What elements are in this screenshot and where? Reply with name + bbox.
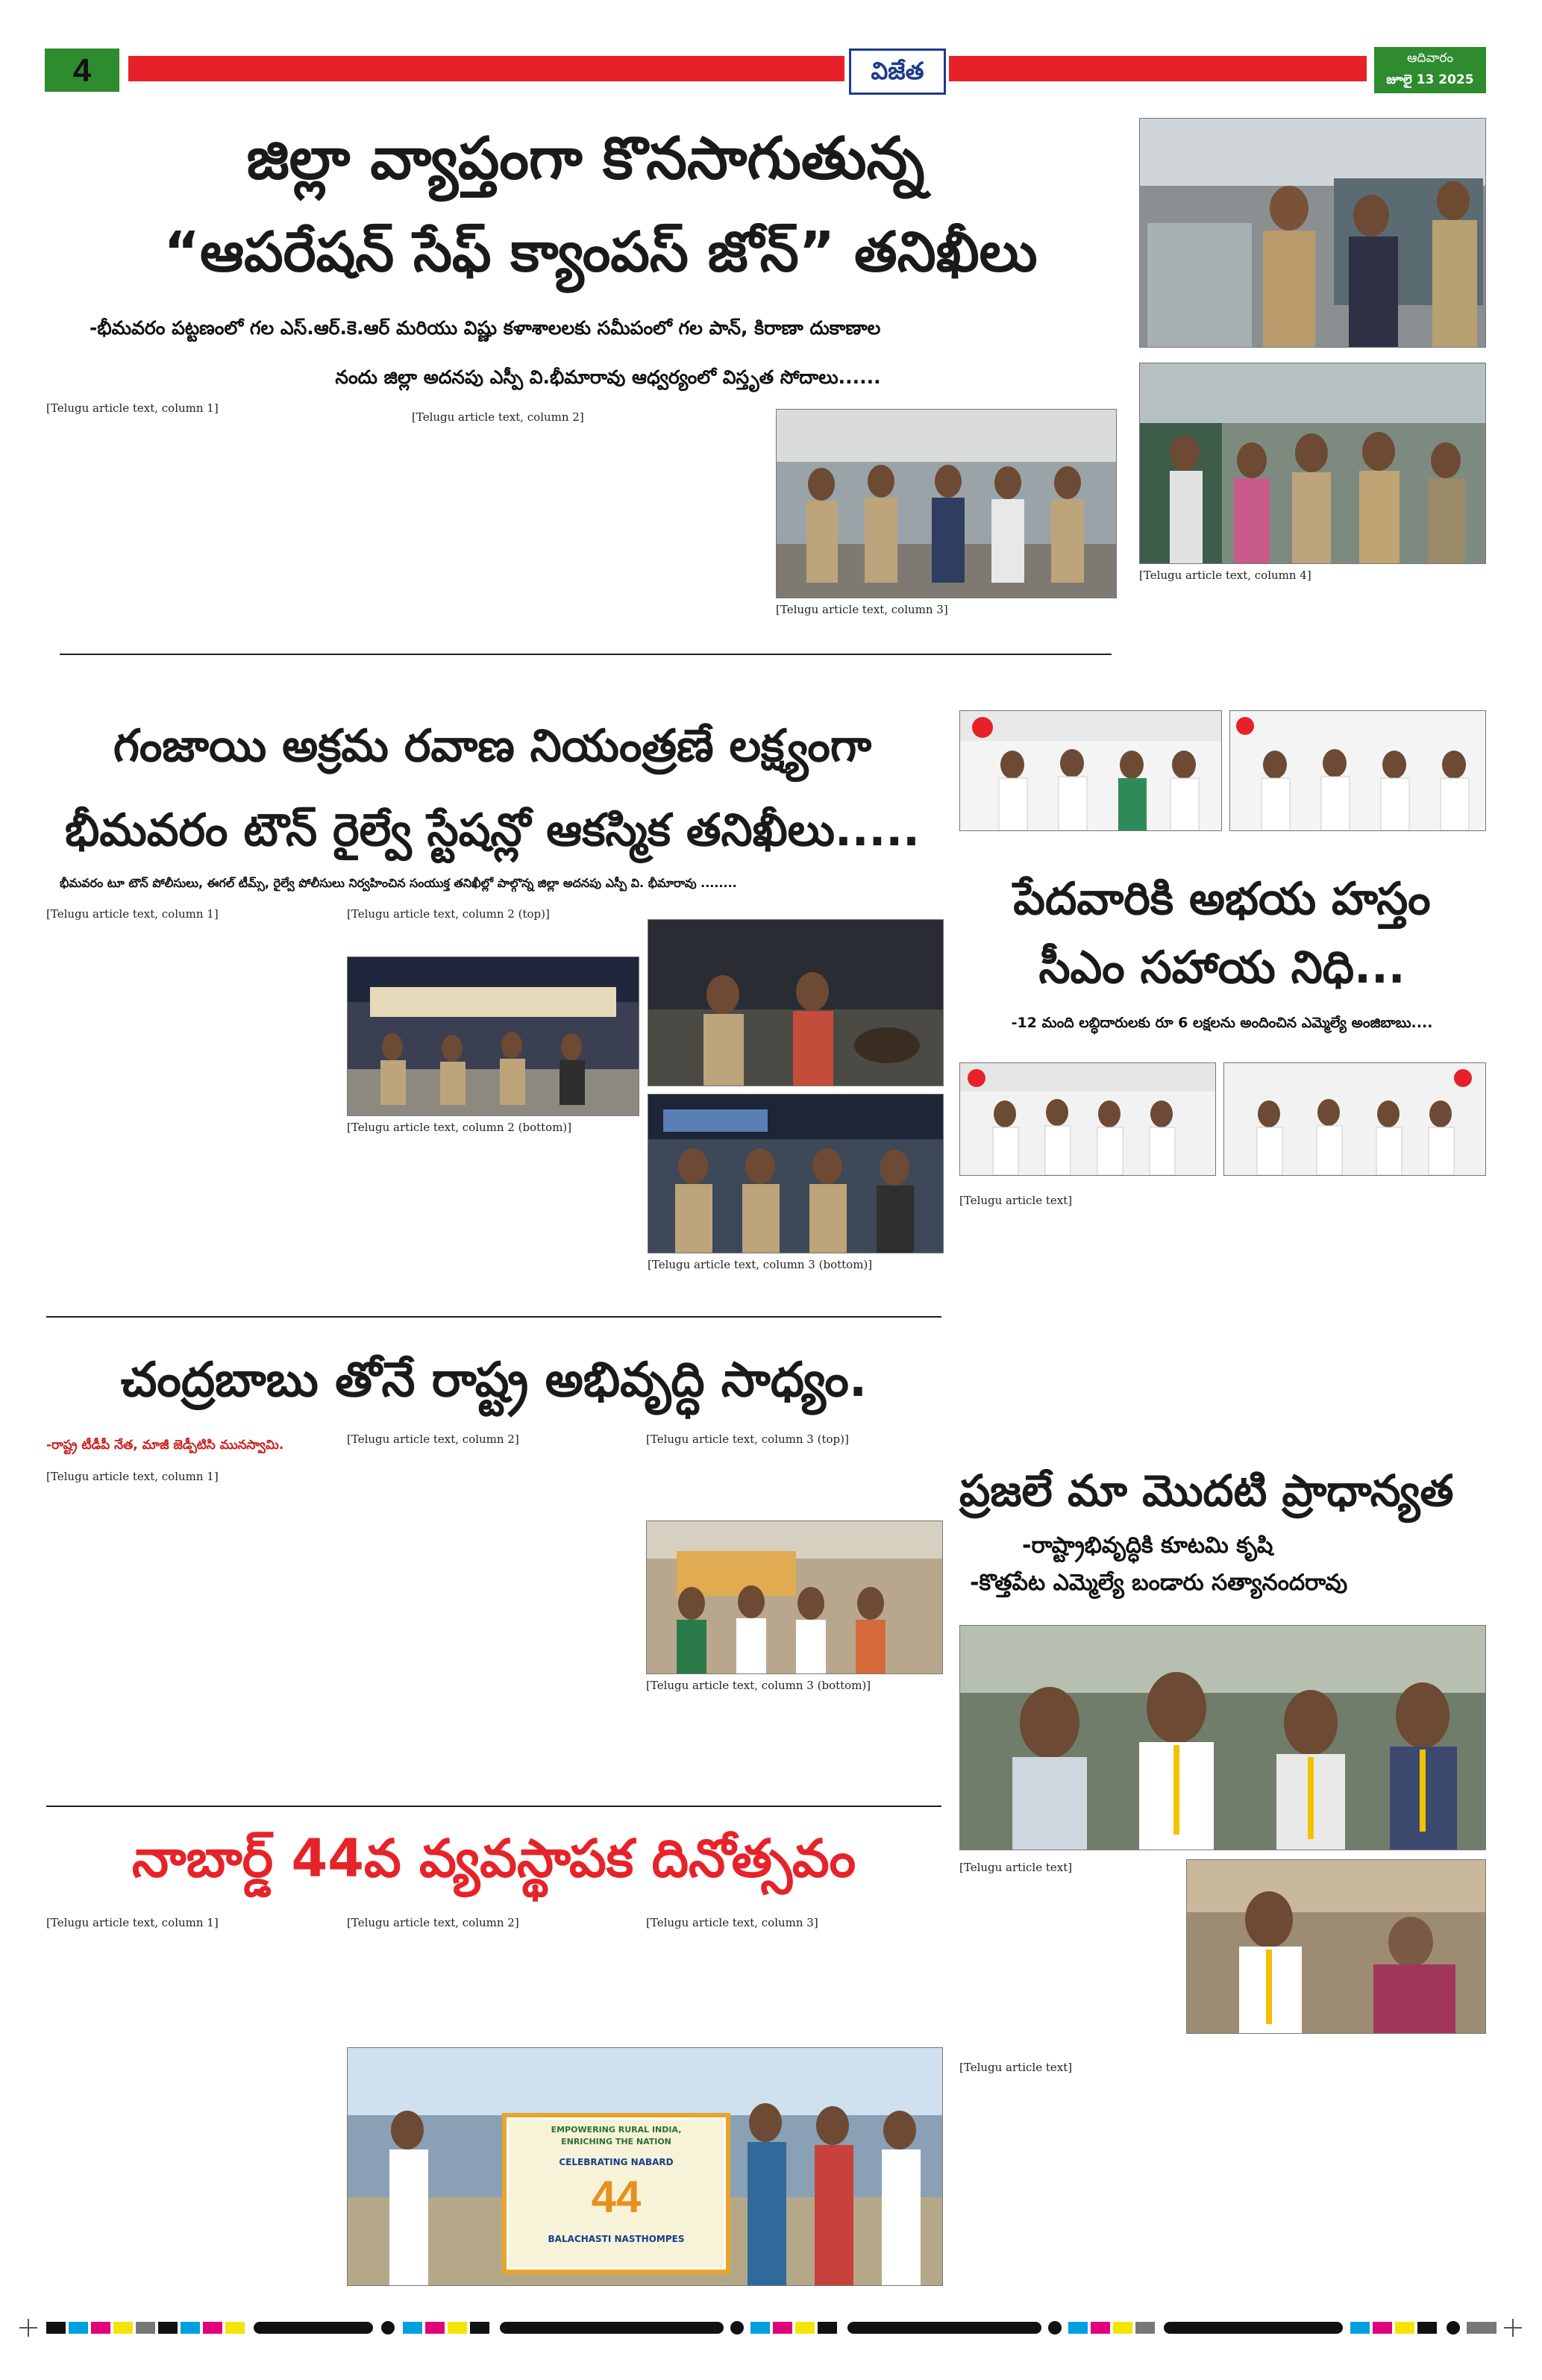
photo-illustration [1230, 711, 1485, 830]
story3-photo-group-1 [959, 1062, 1216, 1176]
story6-col3: [Telugu article text, column 3] [646, 1916, 818, 1929]
printer-marks-bar [0, 2313, 1542, 2343]
color-registration-strip [0, 2313, 1542, 2343]
divider-story1 [60, 654, 1112, 655]
story5-col-left: [Telugu article text] [959, 1861, 1073, 1874]
divider-story2 [46, 1316, 941, 1318]
story1-col4: [Telugu article text, column 4] [1139, 569, 1311, 582]
story2-col2-top: [Telugu article text, column 2 (top)] [347, 907, 550, 921]
story1-headline-line1: జిల్లా వ్యాప్తంగా కొనసాగుతున్న [246, 125, 925, 192]
story4-col3-bottom: [Telugu article text, column 3 (bottom)] [646, 1679, 871, 1692]
story1-photo-students-police [776, 409, 1117, 598]
story3-headline-line2: సీఎం సహాయ నిధి... [1038, 942, 1405, 994]
story6-col1: [Telugu article text, column 1] [46, 1916, 219, 1929]
story6-photo-nabard-banner [347, 2047, 943, 2286]
story1-headline-line2: “ఆపరేషన్ సేఫ్ క్యాంపస్ జోన్” తనిఖీలు [163, 220, 1038, 284]
masthead-logo: విజేత [871, 57, 924, 85]
story1-photo-police-shop-check [1139, 118, 1486, 348]
story5-body: [Telugu article text] [959, 2061, 1073, 2074]
story1-deck-line1: -భీమవరం పట్టణంలో గల ఎస్.ఆర్.కె.ఆర్ మరియు విష్ణు కళాశాలలకు సమీపంలో గల పాన్, కిరాణా దుకాణాల [90, 317, 881, 339]
story2-col1: [Telugu article text, column 1] [46, 907, 219, 921]
story6-col2: [Telugu article text, column 2] [347, 1916, 519, 1929]
nabard-banner-line2: ENRICHING THE NATION [561, 2137, 671, 2146]
story2-col2-bottom: [Telugu article text, column 2 (bottom)] [347, 1121, 572, 1134]
story1-photo-group-outside-shop [1139, 363, 1486, 564]
photo-illustration [648, 1095, 943, 1253]
photo-illustration [1187, 1860, 1485, 2033]
story1-col3: [Telugu article text, column 3] [776, 603, 948, 616]
story2-col3-bottom: [Telugu article text, column 3 (bottom)] [648, 1258, 873, 1271]
masthead [45, 47, 1485, 96]
story1-col2: [Telugu article text, column 2] [412, 410, 584, 424]
story2-headline-line2: భీమవరం టౌన్ రైల్వే స్టేషన్లో ఆకస్మిక తనిఖీలు..... [65, 804, 920, 857]
nabard-banner-line3: CELEBRATING NABARD [559, 2157, 674, 2167]
story2-headline-line1: గంజాయి అక్రమ రవాణ నియంత్రణే లక్ష్యంగా [113, 720, 872, 772]
photo-illustration [648, 920, 943, 1086]
photo-illustration [1140, 363, 1485, 563]
masthead-red-bar-left [128, 56, 844, 81]
photo-illustration [960, 711, 1221, 830]
nabard-banner-line4: BALACHASTI NASTHOMPES [548, 2234, 685, 2244]
story3-photo-cheque-handover-2 [1229, 710, 1486, 831]
story5-photo-elderly-woman [1186, 1859, 1486, 2034]
story3-photo-group-2 [1223, 1062, 1486, 1176]
story5-photo-mla-with-people [959, 1625, 1486, 1850]
masthead-date: జూలై 13 2025 [1386, 72, 1474, 87]
photo-illustration [777, 410, 1116, 598]
story1-col1: [Telugu article text, column 1] [46, 401, 219, 415]
masthead-red-bar-right [949, 56, 1367, 81]
story3-photo-cheque-handover-1 [959, 710, 1222, 831]
photo-illustration [1140, 119, 1485, 347]
story3-headline-line1: పేదవారికి అభయ హస్తం [1013, 873, 1431, 925]
nabard-banner-number: 44 [591, 2172, 642, 2222]
photo-illustration [960, 1626, 1485, 1850]
story5-headline: ప్రజలే మా మొదటి ప్రాధాన్యత [959, 1465, 1454, 1516]
photo-illustration [647, 1521, 942, 1673]
masthead-weekday: ఆదివారం [1406, 51, 1454, 66]
photo-illustration [960, 1063, 1215, 1175]
story5-deck-line2: -కొత్తపేట ఎమ్మెల్యే బండారు సత్యానందరావు [970, 1570, 1348, 1596]
page-number: 4 [72, 52, 92, 89]
story4-photo-event-stage [646, 1521, 943, 1674]
story4-deck: -రాష్ట్ర టీడీపీ నేత, మాజీ జెడ్పీటిసి మునస్వామి. [46, 1438, 284, 1453]
story4-col3-top: [Telugu article text, column 3 (top)] [646, 1432, 849, 1446]
photo-illustration [1224, 1063, 1485, 1175]
story2-photo-station-night [347, 956, 639, 1116]
story2-photo-officers-group [648, 1094, 944, 1253]
story5-deck-line1: -రాష్ట్రాభివృద్ధికి కూటమి కృషి [1022, 1532, 1273, 1559]
nabard-banner-line1: EMPOWERING RURAL INDIA, [551, 2125, 682, 2135]
story4-col2: [Telugu article text, column 2] [347, 1432, 519, 1446]
story2-deck: భీమవరం టూ టౌన్ పోలీసులు, ఈగల్ టీమ్స్, రైల్వే పోలీసులు నిర్వహించిన సంయుక్త తనిఖీల్లో పాల్గొన్న జిల్లా అదనపు ఎస్పీ వి. భీమారావు ........ [60, 876, 737, 890]
story2-photo-police-dog [648, 919, 944, 1086]
story4-headline: చంద్రబాబు తోనే రాష్ట్ర అభివృద్ధి సాధ్యం. [120, 1353, 868, 1408]
story1-deck-line2: నందు జిల్లా అదనపు ఎస్పీ వి.భీమారావు ఆధ్వర్యంలో విస్తృత సోదాలు...... [335, 366, 881, 388]
story4-col1: [Telugu article text, column 1] [46, 1470, 219, 1483]
photo-illustration [348, 957, 639, 1115]
story6-headline: నాబార్డ్ 44వ వ్యవస్థాపక దినోత్సవం [131, 1828, 856, 1889]
story3-body: [Telugu article text] [959, 1194, 1073, 1207]
story3-deck: -12 మంది లబ్ధిదారులకు రూ 6 లక్షలను అందించిన ఎమ్మెల్యే అంజిబాబు.... [1011, 1015, 1433, 1031]
divider-story4 [46, 1806, 941, 1807]
